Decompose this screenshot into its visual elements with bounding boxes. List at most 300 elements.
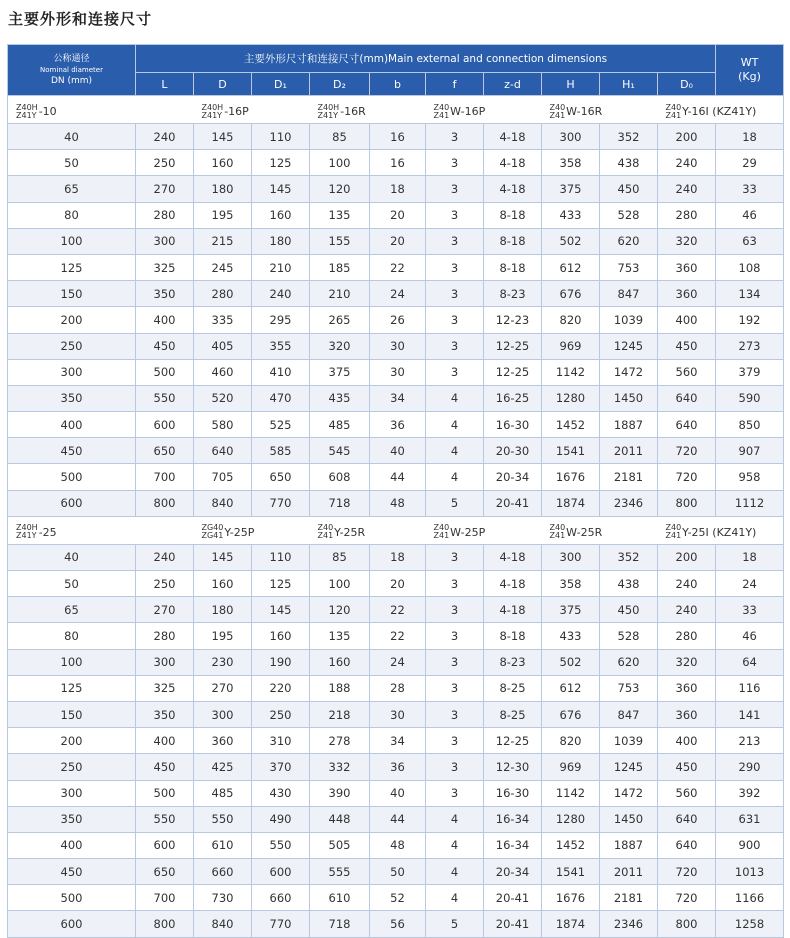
weight-cell: 1166 [716, 885, 784, 911]
dimension-cell: 280 [658, 202, 716, 228]
dimension-cell: 560 [658, 780, 716, 806]
column-header: H₁ [600, 73, 658, 96]
dimension-cell: 3 [426, 675, 484, 701]
dimension-cell: 360 [658, 675, 716, 701]
dimension-cell: 20-30 [484, 438, 542, 464]
dimension-cell: 4 [426, 412, 484, 438]
dn-cell: 65 [8, 176, 136, 202]
column-header: z-d [484, 73, 542, 96]
dn-header-en: Nominal diameter [40, 65, 103, 74]
dn-cell: 65 [8, 597, 136, 623]
dimension-cell: 720 [658, 464, 716, 490]
dimension-cell: 969 [542, 333, 600, 359]
dimension-cell: 640 [658, 832, 716, 858]
dimension-cell: 676 [542, 281, 600, 307]
dimension-cell: 250 [252, 701, 310, 727]
dn-cell: 400 [8, 412, 136, 438]
model-suffix: Y-25P [224, 525, 255, 539]
table-row [8, 544, 784, 570]
column-header: b [370, 73, 426, 96]
table-row [8, 675, 784, 701]
dimension-cell: 145 [252, 176, 310, 202]
dimension-cell: 270 [136, 176, 194, 202]
dimension-cell: 650 [136, 438, 194, 464]
dn-cell: 400 [8, 832, 136, 858]
dimension-cell: 22 [370, 254, 426, 280]
wt-header [716, 45, 784, 96]
dn-cell: 250 [8, 754, 136, 780]
dimension-cell: 718 [310, 490, 370, 516]
dimension-cell: 700 [136, 885, 194, 911]
model-row [8, 96, 784, 124]
dimension-cell: 610 [194, 832, 252, 858]
dimension-cell: 28 [370, 675, 426, 701]
dimension-cell: 26 [370, 307, 426, 333]
dn-cell: 450 [8, 859, 136, 885]
dimension-cell: 400 [658, 307, 716, 333]
dimension-cell: 4-18 [484, 544, 542, 570]
dimension-cell: 218 [310, 701, 370, 727]
weight-cell: 900 [716, 832, 784, 858]
dimension-cell: 325 [136, 254, 194, 280]
dimension-cell: 430 [252, 780, 310, 806]
column-header: D₀ [658, 73, 716, 96]
dimension-cell: 280 [194, 281, 252, 307]
dimension-cell: 270 [136, 597, 194, 623]
dimension-cell: 125 [252, 150, 310, 176]
dimension-cell: 450 [600, 597, 658, 623]
table-row [8, 124, 784, 150]
dimension-cell: 245 [194, 254, 252, 280]
dimension-cell: 8-18 [484, 202, 542, 228]
column-header: D₂ [310, 73, 370, 96]
model-suffix: W-16P [450, 105, 486, 118]
dimension-cell: 85 [310, 124, 370, 150]
dimension-cell: 52 [370, 885, 426, 911]
dimension-cell: 3 [426, 228, 484, 254]
dimension-cell: 240 [136, 544, 194, 570]
dimension-cell: 2011 [600, 859, 658, 885]
dimension-cell: 355 [252, 333, 310, 359]
weight-cell: 63 [716, 228, 784, 254]
dimension-cell: 1039 [600, 307, 658, 333]
dn-cell: 100 [8, 228, 136, 254]
dimension-cell: 608 [310, 464, 370, 490]
dimension-cell: 240 [658, 597, 716, 623]
weight-cell: 33 [716, 176, 784, 202]
dimension-cell: 8-18 [484, 623, 542, 649]
table-row [8, 806, 784, 832]
dimension-cell: 34 [370, 385, 426, 411]
dimension-cell: 4-18 [484, 124, 542, 150]
model-label [310, 516, 426, 544]
dimension-cell: 320 [310, 333, 370, 359]
dimension-cell: 718 [310, 911, 370, 937]
dn-header-unit: DN (mm) [50, 75, 93, 86]
column-header: D [194, 73, 252, 96]
dimension-cell: 1245 [600, 754, 658, 780]
table-row [8, 597, 784, 623]
dimension-cell: 18 [370, 544, 426, 570]
dimension-cell: 620 [600, 228, 658, 254]
model-suffix: -16R [340, 105, 366, 118]
model-suffix: -10 [38, 105, 57, 118]
dimension-cell: 180 [194, 176, 252, 202]
dimension-cell: 3 [426, 780, 484, 806]
dimension-cell: 2346 [600, 490, 658, 516]
dimension-cell: 660 [252, 885, 310, 911]
dimension-cell: 2181 [600, 885, 658, 911]
dimension-cell: 24 [370, 649, 426, 675]
table-row [8, 490, 784, 516]
weight-cell: 590 [716, 385, 784, 411]
table-row [8, 623, 784, 649]
dimension-cell: 12-25 [484, 333, 542, 359]
dimension-cell: 425 [194, 754, 252, 780]
dimension-cell: 20-41 [484, 490, 542, 516]
dimension-cell: 300 [136, 228, 194, 254]
model-top: Z40 [433, 102, 450, 112]
dimension-cell: 280 [136, 623, 194, 649]
dimension-cell: 3 [426, 728, 484, 754]
dimension-cell: 490 [252, 806, 310, 832]
dimension-cell: 1874 [542, 911, 600, 937]
dimension-cell: 20 [370, 571, 426, 597]
dimension-cell: 3 [426, 254, 484, 280]
model-bottom: Z41Y [317, 110, 339, 120]
dimension-cell: 30 [370, 359, 426, 385]
dn-cell: 600 [8, 490, 136, 516]
table-row [8, 412, 784, 438]
dimension-cell: 44 [370, 806, 426, 832]
model-suffix: Y-25I (KZ41Y) [682, 525, 757, 539]
dimension-cell: 4 [426, 464, 484, 490]
model-top: Z40 [317, 523, 334, 533]
weight-cell: 134 [716, 281, 784, 307]
dimension-cell: 270 [194, 675, 252, 701]
weight-cell: 141 [716, 701, 784, 727]
dimension-cell: 230 [194, 649, 252, 675]
dimension-cell: 100 [310, 571, 370, 597]
dimension-cell: 16 [370, 124, 426, 150]
model-suffix: -25 [38, 525, 57, 539]
dimension-cell: 720 [658, 885, 716, 911]
table-row [8, 728, 784, 754]
weight-cell: 108 [716, 254, 784, 280]
dimension-cell: 12-30 [484, 754, 542, 780]
dimension-cell: 8-23 [484, 649, 542, 675]
dimension-cell: 676 [542, 701, 600, 727]
weight-cell: 46 [716, 623, 784, 649]
dimension-cell: 300 [542, 544, 600, 570]
dimension-cell: 550 [194, 806, 252, 832]
dimension-cell: 8-18 [484, 228, 542, 254]
dimension-cell: 352 [600, 124, 658, 150]
dimension-cell: 438 [600, 571, 658, 597]
table-row [8, 780, 784, 806]
dimension-cell: 650 [252, 464, 310, 490]
dn-cell: 350 [8, 385, 136, 411]
dimension-cell: 550 [252, 832, 310, 858]
dimension-cell: 295 [252, 307, 310, 333]
model-suffix: Y-16I (KZ41Y) [682, 105, 757, 118]
dimension-cell: 580 [194, 412, 252, 438]
dimension-cell: 24 [370, 281, 426, 307]
dimension-cell: 820 [542, 728, 600, 754]
dimension-cell: 1874 [542, 490, 600, 516]
model-bottom: Z41Y [201, 110, 223, 120]
dimension-cell: 20 [370, 202, 426, 228]
dimension-cell: 240 [658, 176, 716, 202]
dimension-cell: 278 [310, 728, 370, 754]
dimension-cell: 265 [310, 307, 370, 333]
weight-cell: 850 [716, 412, 784, 438]
dimension-cell: 5 [426, 911, 484, 937]
weight-cell: 18 [716, 544, 784, 570]
dimension-cell: 12-25 [484, 359, 542, 385]
dimension-cell: 1541 [542, 859, 600, 885]
main-dimensions-header: 主要外形尺寸和连接尺寸(mm)Main external and connection dimensions [136, 45, 716, 73]
model-bottom: Z41 [665, 531, 682, 541]
weight-cell: 64 [716, 649, 784, 675]
model-label [194, 96, 310, 124]
dimension-cell: 753 [600, 675, 658, 701]
dimension-cell: 4 [426, 859, 484, 885]
table-row [8, 228, 784, 254]
dimension-cell: 280 [658, 623, 716, 649]
dn-cell: 200 [8, 728, 136, 754]
model-top: Z40 [665, 523, 682, 533]
table-row [8, 571, 784, 597]
dn-cell: 300 [8, 359, 136, 385]
dimension-cell: 190 [252, 649, 310, 675]
dimension-cell: 3 [426, 623, 484, 649]
model-label [426, 516, 542, 544]
model-bottom: Z41 [433, 110, 450, 120]
model-bottom: Z41 [665, 110, 682, 120]
dimension-cell: 450 [136, 754, 194, 780]
dimension-cell: 502 [542, 228, 600, 254]
dimension-cell: 969 [542, 754, 600, 780]
dimension-cell: 5 [426, 490, 484, 516]
dimension-cell: 847 [600, 281, 658, 307]
dimension-cell: 3 [426, 202, 484, 228]
column-header: H [542, 73, 600, 96]
dimension-cell: 4-18 [484, 176, 542, 202]
dimension-cell: 1450 [600, 385, 658, 411]
dimension-cell: 3 [426, 544, 484, 570]
dimension-cell: 180 [252, 228, 310, 254]
dimension-cell: 210 [310, 281, 370, 307]
dimension-cell: 4-18 [484, 571, 542, 597]
dimension-cell: 528 [600, 202, 658, 228]
dimension-cell: 56 [370, 911, 426, 937]
dimension-cell: 770 [252, 490, 310, 516]
dimension-cell: 100 [310, 150, 370, 176]
model-top: Z40 [665, 102, 682, 112]
wt-header-label: WT [740, 56, 759, 69]
dimension-cell: 600 [252, 859, 310, 885]
dimension-cell: 185 [310, 254, 370, 280]
dimension-cell: 3 [426, 333, 484, 359]
dimension-cell: 220 [252, 675, 310, 701]
dimension-cell: 550 [136, 385, 194, 411]
dimension-cell: 1452 [542, 832, 600, 858]
dimension-cell: 450 [658, 333, 716, 359]
model-bottom: Z41Y [16, 110, 37, 120]
dimension-cell: 16-34 [484, 806, 542, 832]
dn-cell: 500 [8, 464, 136, 490]
weight-cell: 116 [716, 675, 784, 701]
table-row [8, 254, 784, 280]
dimension-cell: 44 [370, 464, 426, 490]
dimension-cell: 500 [136, 359, 194, 385]
weight-cell: 907 [716, 438, 784, 464]
dimension-cell: 1541 [542, 438, 600, 464]
weight-cell: 1112 [716, 490, 784, 516]
dimension-cell: 4 [426, 438, 484, 464]
dimension-cell: 730 [194, 885, 252, 911]
table-row [8, 649, 784, 675]
dimension-cell: 280 [136, 202, 194, 228]
dn-cell: 125 [8, 675, 136, 701]
model-label [310, 96, 426, 124]
dimension-cell: 1452 [542, 412, 600, 438]
dn-cell: 100 [8, 649, 136, 675]
dimension-cell: 300 [542, 124, 600, 150]
table-row [8, 464, 784, 490]
dimension-cell: 195 [194, 202, 252, 228]
dimension-cell: 48 [370, 832, 426, 858]
dimension-cell: 180 [194, 597, 252, 623]
dimension-cell: 1472 [600, 359, 658, 385]
dimension-cell: 20-34 [484, 859, 542, 885]
dimension-cell: 12-23 [484, 307, 542, 333]
dimension-cell: 470 [252, 385, 310, 411]
dn-cell: 500 [8, 885, 136, 911]
model-suffix: Y-25R [334, 525, 366, 539]
dimension-cell: 650 [136, 859, 194, 885]
dimension-cell: 400 [136, 307, 194, 333]
model-label [8, 96, 194, 124]
dimension-cell: 485 [194, 780, 252, 806]
dimension-cell: 485 [310, 412, 370, 438]
table-row [8, 150, 784, 176]
table-row [8, 701, 784, 727]
dimension-cell: 705 [194, 464, 252, 490]
dimension-cell: 360 [658, 701, 716, 727]
model-top: ZG40 [201, 523, 224, 533]
dimension-cell: 3 [426, 701, 484, 727]
page-title: 主要外形和连接尺寸 [8, 10, 153, 28]
weight-cell: 29 [716, 150, 784, 176]
dimension-cell: 3 [426, 281, 484, 307]
dimension-cell: 135 [310, 202, 370, 228]
dimension-cell: 1142 [542, 359, 600, 385]
dimension-cell: 188 [310, 675, 370, 701]
model-top: Z40 [549, 102, 566, 112]
dimension-cell: 332 [310, 754, 370, 780]
wt-header-unit: (Kg) [738, 70, 761, 83]
dimension-cell: 410 [252, 359, 310, 385]
dimension-cell: 110 [252, 124, 310, 150]
dimension-cell: 620 [600, 649, 658, 675]
dimension-cell: 400 [658, 728, 716, 754]
dimension-cell: 640 [194, 438, 252, 464]
dimension-cell: 460 [194, 359, 252, 385]
dimension-cell: 360 [194, 728, 252, 754]
model-bottom: Z41 [433, 531, 450, 541]
weight-cell: 213 [716, 728, 784, 754]
model-top: Z40H [16, 523, 38, 533]
dimension-cell: 160 [252, 623, 310, 649]
weight-cell: 1258 [716, 911, 784, 937]
model-top: Z40 [549, 523, 566, 533]
dimension-cell: 840 [194, 911, 252, 937]
dimension-cell: 160 [194, 571, 252, 597]
column-header: L [136, 73, 194, 96]
dimension-cell: 820 [542, 307, 600, 333]
dn-cell: 40 [8, 124, 136, 150]
model-bottom: Z41 [549, 531, 566, 541]
dimension-cell: 450 [600, 176, 658, 202]
dimension-cell: 800 [658, 911, 716, 937]
model-label [426, 96, 542, 124]
dimension-cell: 390 [310, 780, 370, 806]
dimension-cell: 1472 [600, 780, 658, 806]
dimension-cell: 240 [658, 150, 716, 176]
weight-cell: 392 [716, 780, 784, 806]
dimension-cell: 847 [600, 701, 658, 727]
dimension-cell: 4 [426, 832, 484, 858]
weight-cell: 33 [716, 597, 784, 623]
dimension-cell: 502 [542, 649, 600, 675]
dimension-cell: 4-18 [484, 597, 542, 623]
model-top: Z40H [16, 102, 38, 112]
weight-cell: 958 [716, 464, 784, 490]
dn-cell: 350 [8, 806, 136, 832]
dimension-cell: 8-18 [484, 254, 542, 280]
model-bottom: Z41Y [16, 531, 37, 541]
dimension-cell: 375 [310, 359, 370, 385]
model-suffix: W-25R [566, 525, 603, 539]
weight-cell: 24 [716, 571, 784, 597]
dimension-cell: 450 [658, 754, 716, 780]
dimension-cell: 20-34 [484, 464, 542, 490]
dn-cell: 50 [8, 571, 136, 597]
dimension-cell: 20-41 [484, 911, 542, 937]
dimension-cell: 400 [136, 728, 194, 754]
dimension-cell: 640 [658, 412, 716, 438]
dimension-cell: 4 [426, 806, 484, 832]
dimension-cell: 500 [136, 780, 194, 806]
dimension-cell: 525 [252, 412, 310, 438]
model-top: Z40H [201, 102, 224, 112]
dn-cell: 125 [8, 254, 136, 280]
dimension-cell: 160 [194, 150, 252, 176]
dimension-cell: 555 [310, 859, 370, 885]
table-row [8, 281, 784, 307]
dimension-cell: 310 [252, 728, 310, 754]
dimension-cell: 600 [136, 832, 194, 858]
dimension-cell: 160 [310, 649, 370, 675]
dimension-cell: 240 [658, 571, 716, 597]
dimension-cell: 8-25 [484, 701, 542, 727]
dimension-cell: 16-25 [484, 385, 542, 411]
dimension-cell: 358 [542, 571, 600, 597]
dimension-cell: 2346 [600, 911, 658, 937]
model-label [8, 516, 194, 544]
